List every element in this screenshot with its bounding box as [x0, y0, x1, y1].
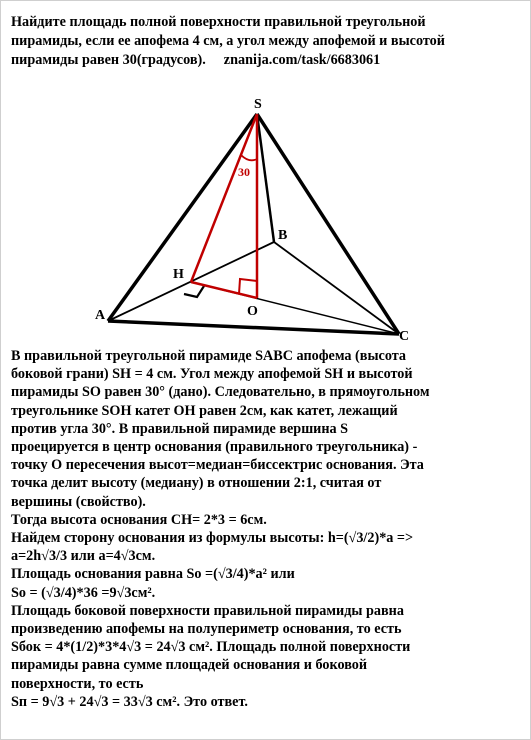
solution-line: Sбок = 4*(1/2)*3*4√3 = 24√3 см². Площадь полной поверхности	[11, 639, 411, 656]
label-A: A	[95, 308, 106, 323]
source-link[interactable]: znanija.com/task/6683061	[223, 52, 381, 68]
solution-line: точку O пересечения высот=медиан=биссектрис основания. Эта	[11, 457, 424, 474]
solution-line: Площадь основания равна So =(√3/4)*a² или	[11, 566, 295, 583]
angle-label-30: 30	[238, 165, 250, 179]
right-angle-mark-H	[184, 286, 204, 297]
solution-line: против угла 30°. В правильной пирамиде вершина S	[11, 420, 349, 437]
label-C: C	[399, 329, 410, 344]
edge-SA	[108, 114, 257, 321]
solution-line: В правильной треугольной пирамиде SABC апофема (высота	[11, 348, 406, 364]
label-O: O	[247, 304, 258, 319]
solution-line: пирамиды равна сумме площадей основания и боковой	[11, 657, 368, 674]
problem-line	[11, 51, 523, 70]
solution-text	[11, 347, 526, 711]
right-angle-mark-O	[239, 279, 257, 294]
edge-SC	[257, 114, 399, 334]
problem-statement	[11, 13, 523, 70]
solution-line: треугольнике SOH катет OH равен 2см, как катет, лежащий	[11, 402, 398, 419]
solution-line: a=2h√3/3 или a=4√3см.	[11, 548, 156, 565]
problem-line: пирамиды, если ее апофема 4 см, а угол между апофемой и высотой	[11, 33, 445, 49]
solution-line: пирамиды SO равен 30° (дано). Следовательно, в прямоугольном	[11, 384, 430, 401]
solution-line: вершины (свойство).	[11, 493, 146, 510]
solution-line: Найдем сторону основания из формулы высоты: h=(√3/2)*a =>	[11, 530, 414, 547]
solution-line: проецируется в центр основания (правильного треугольника) -	[11, 439, 418, 456]
solution-line: Площадь боковой поверхности правильной пирамиды равна	[11, 602, 404, 619]
label-S: S	[254, 97, 262, 112]
problem-line: Найдите площадь полной поверхности правильной треугольной	[11, 14, 426, 30]
problem-line-text: пирамиды равен 30(градусов).	[11, 52, 206, 68]
solution-line: Sп = 9√3 + 24√3 = 33√3 см². Это ответ.	[11, 693, 248, 710]
solution-line: точка делит высоту (медиану) в отношении 2:1, считая от	[11, 475, 382, 492]
solution-line: So = (√3/4)*36 =9√3см².	[11, 584, 156, 601]
edge-BC	[274, 242, 399, 334]
solution-line: произведению апофемы на полупериметр основания, то есть	[11, 621, 402, 638]
pyramid-figure	[1, 89, 531, 349]
apothem-SH	[191, 114, 257, 282]
solution-line: поверхности, то есть	[11, 675, 144, 692]
label-B: B	[278, 228, 288, 243]
label-H: H	[173, 267, 184, 282]
solution-line: Тогда высота основания CH= 2*3 = 6см.	[11, 511, 267, 528]
angle-arc-S	[241, 155, 257, 160]
solution-line: боковой грани) SH = 4 см. Угол между апофемой SH и высотой	[11, 366, 413, 383]
